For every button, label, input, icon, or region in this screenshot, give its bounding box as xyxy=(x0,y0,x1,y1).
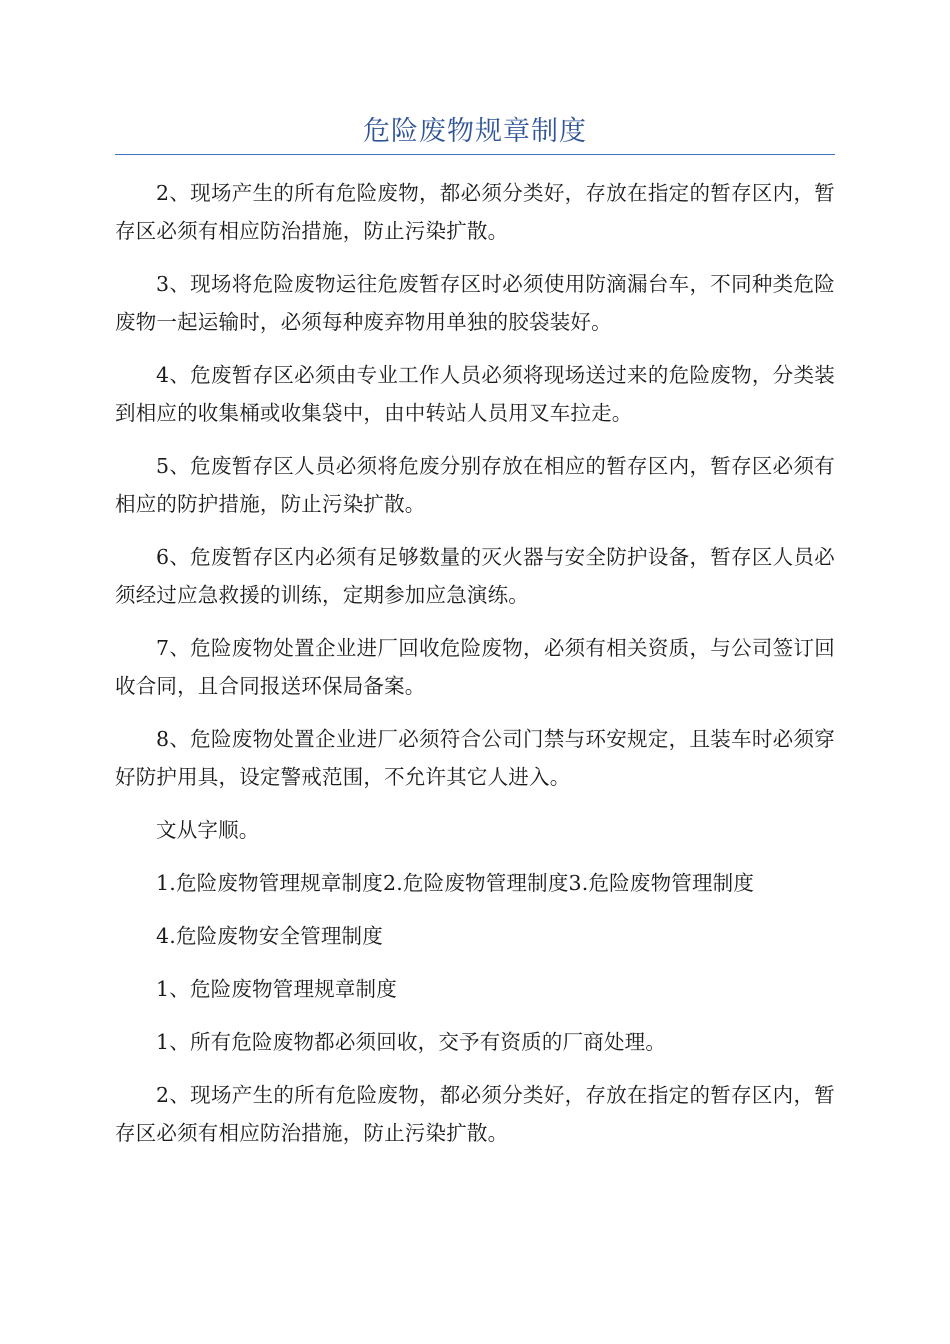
document-title: 危险废物规章制度 xyxy=(363,116,587,147)
paragraph: 1、危险废物管理规章制度 xyxy=(156,977,397,1001)
paragraph: 8、危险废物处置企业进厂必须符合公司门禁与环安规定，且装车时必须穿好防护用具，设定警戒范围，不允许其它人进入。 xyxy=(115,727,835,789)
paragraph: 4、危废暂存区必须由专业工作人员必须将现场送过来的危险废物，分类装到相应的收集桶或收集袋中，由中转站人员用叉车拉走。 xyxy=(115,363,835,425)
paragraph: 文从字顺。 xyxy=(156,818,260,842)
paragraph: 7、危险废物处置企业进厂回收危险废物，必须有相关资质，与公司签订回收合同，且合同报送环保局备案。 xyxy=(115,636,835,698)
paragraph: 2、现场产生的所有危险废物，都必须分类好，存放在指定的暂存区内，暂存区必须有相应防治措施，防止污染扩散。 xyxy=(115,181,835,243)
document-body xyxy=(115,174,835,1167)
paragraph: 4.危险废物安全管理制度 xyxy=(156,924,383,948)
paragraph: 1、所有危险废物都必须回收，交予有资质的厂商处理。 xyxy=(156,1030,667,1054)
paragraph: 2、现场产生的所有危险废物，都必须分类好，存放在指定的暂存区内，暂存区必须有相应防治措施，防止污染扩散。 xyxy=(115,1083,835,1145)
paragraph: 5、危废暂存区人员必须将危废分别存放在相应的暂存区内，暂存区必须有相应的防护措施，防止污染扩散。 xyxy=(115,454,835,516)
paragraph: 3、现场将危险废物运往危废暂存区时必须使用防滴漏台车，不同种类危险废物一起运输时，必须每种废弃物用单独的胶袋装好。 xyxy=(115,272,835,334)
paragraph: 1.危险废物管理规章制度2.危险废物管理制度3.危险废物管理制度 xyxy=(156,871,755,895)
title-underline xyxy=(115,154,835,155)
paragraph: 6、危废暂存区内必须有足够数量的灭火器与安全防护设备，暂存区人员必须经过应急救援的训练，定期参加应急演练。 xyxy=(115,545,835,607)
